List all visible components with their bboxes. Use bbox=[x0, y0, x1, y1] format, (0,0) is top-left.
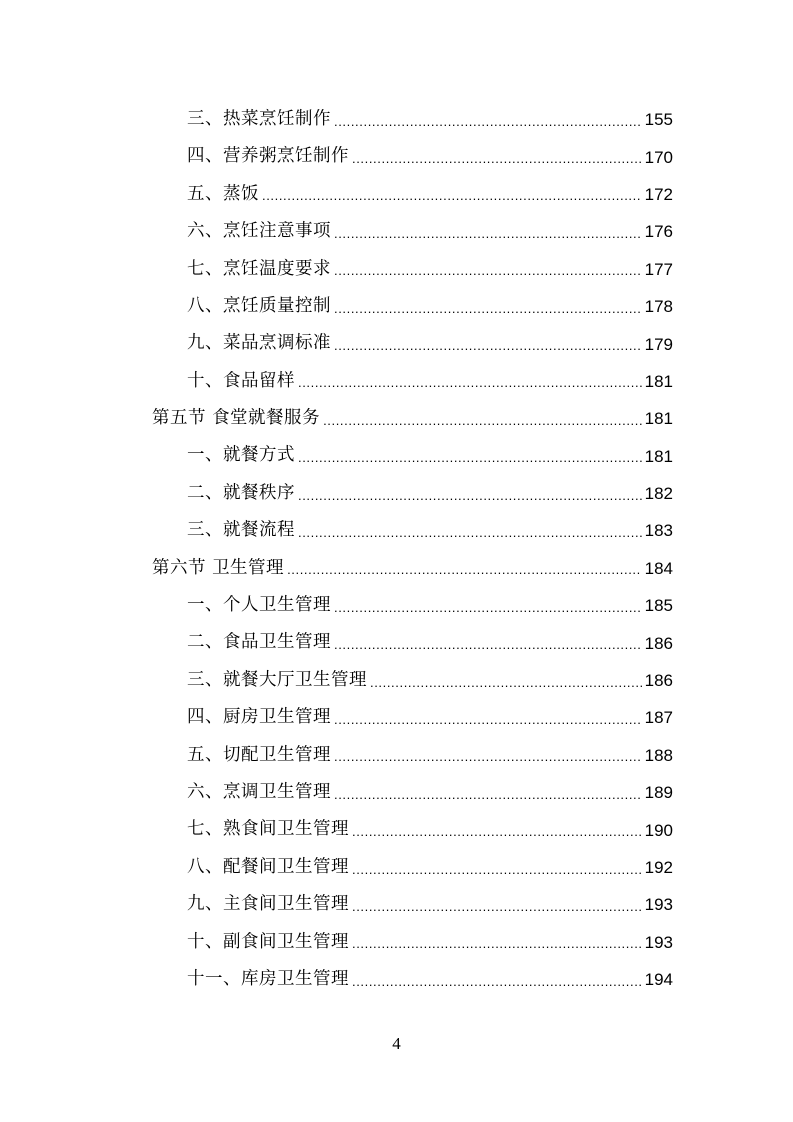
toc-entry[interactable] bbox=[0, 811, 793, 848]
toc-entry[interactable] bbox=[0, 325, 793, 362]
toc-dot-leader bbox=[334, 111, 642, 129]
toc-entry[interactable] bbox=[0, 924, 793, 961]
toc-entry-page: 181 bbox=[644, 371, 673, 391]
toc-entry[interactable] bbox=[0, 176, 793, 213]
toc-dot-leader bbox=[352, 971, 642, 989]
toc-entry-title: 三、热菜烹饪制作 bbox=[187, 108, 331, 129]
toc-entry-page: 193 bbox=[644, 895, 673, 915]
toc-entry-title: 五、蒸饭 bbox=[187, 183, 259, 204]
toc-entry-title: 三、就餐流程 bbox=[187, 520, 295, 541]
toc-entry[interactable] bbox=[0, 662, 793, 699]
toc-dot-leader bbox=[334, 223, 642, 241]
toc-entry-title: 十、副食间卫生管理 bbox=[187, 931, 349, 952]
toc-entry-page: 185 bbox=[644, 596, 673, 616]
toc-entry-page: 186 bbox=[644, 633, 673, 653]
toc-entry-title: 四、营养粥烹饪制作 bbox=[187, 146, 349, 167]
toc-entry[interactable] bbox=[0, 288, 793, 325]
toc-dot-leader bbox=[334, 260, 642, 278]
toc-entry-title: 一、个人卫生管理 bbox=[187, 595, 331, 616]
toc-dot-leader bbox=[334, 709, 642, 727]
page-number: 4 bbox=[392, 1034, 401, 1053]
toc-entry[interactable] bbox=[0, 849, 793, 886]
toc-entry-page: 194 bbox=[644, 970, 673, 990]
toc-dot-leader bbox=[352, 933, 642, 951]
toc-entry[interactable] bbox=[0, 438, 793, 475]
toc-entry-page: 181 bbox=[644, 446, 673, 466]
toc-entry-title: 四、厨房卫生管理 bbox=[187, 707, 331, 728]
toc-dot-leader bbox=[334, 634, 642, 652]
toc-entry-page: 172 bbox=[644, 184, 673, 204]
toc-dot-leader bbox=[298, 485, 642, 503]
toc-entry-page: 187 bbox=[644, 708, 673, 728]
toc-entry-title: 十一、库房卫生管理 bbox=[187, 968, 349, 989]
toc-dot-leader bbox=[323, 410, 642, 428]
table-of-contents bbox=[0, 101, 793, 998]
toc-entry-page: 186 bbox=[644, 671, 673, 691]
toc-entry[interactable] bbox=[0, 512, 793, 549]
toc-entry-page: 182 bbox=[644, 484, 673, 504]
toc-entry[interactable] bbox=[0, 138, 793, 175]
toc-entry-title: 九、菜品烹调标准 bbox=[187, 333, 331, 354]
toc-entry[interactable] bbox=[0, 213, 793, 250]
toc-dot-leader bbox=[352, 148, 642, 166]
toc-entry-title: 第五节 食堂就餐服务 bbox=[152, 408, 321, 429]
toc-entry-page: 178 bbox=[644, 297, 673, 317]
toc-dot-leader bbox=[334, 784, 642, 802]
toc-entry-title: 六、烹饪注意事项 bbox=[187, 221, 331, 242]
toc-entry-page: 176 bbox=[644, 222, 673, 242]
toc-entry[interactable] bbox=[0, 886, 793, 923]
toc-entry-title: 五、切配卫生管理 bbox=[187, 744, 331, 765]
toc-entry-title: 八、配餐间卫生管理 bbox=[187, 856, 349, 877]
toc-entry-page: 190 bbox=[644, 820, 673, 840]
toc-entry-page: 183 bbox=[644, 521, 673, 541]
toc-dot-leader bbox=[352, 821, 642, 839]
toc-entry-page: 189 bbox=[644, 783, 673, 803]
toc-dot-leader bbox=[334, 597, 642, 615]
toc-entry-title: 七、熟食间卫生管理 bbox=[187, 819, 349, 840]
toc-entry-title: 二、就餐秩序 bbox=[187, 482, 295, 503]
toc-entry[interactable] bbox=[0, 587, 793, 624]
toc-entry-title: 第六节 卫生管理 bbox=[152, 557, 285, 578]
toc-dot-leader bbox=[298, 372, 642, 390]
toc-entry-page: 179 bbox=[644, 334, 673, 354]
toc-entry[interactable] bbox=[0, 774, 793, 811]
toc-entry-title: 七、烹饪温度要求 bbox=[187, 258, 331, 279]
toc-entry-page: 155 bbox=[644, 110, 673, 130]
toc-entry-title: 八、烹饪质量控制 bbox=[187, 295, 331, 316]
toc-entry[interactable] bbox=[0, 101, 793, 138]
toc-dot-leader bbox=[298, 447, 642, 465]
toc-dot-leader bbox=[334, 746, 642, 764]
toc-entry-page: 193 bbox=[644, 932, 673, 952]
toc-entry-title: 二、食品卫生管理 bbox=[187, 632, 331, 653]
toc-entry-page: 192 bbox=[644, 858, 673, 877]
toc-dot-leader bbox=[334, 335, 642, 353]
toc-dot-leader bbox=[287, 559, 642, 577]
toc-dot-leader bbox=[352, 896, 642, 914]
toc-entry-title: 十、食品留样 bbox=[187, 370, 295, 391]
toc-entry-page: 188 bbox=[644, 745, 673, 765]
toc-section-entry[interactable] bbox=[0, 400, 793, 437]
toc-entry[interactable] bbox=[0, 363, 793, 400]
toc-entry[interactable] bbox=[0, 699, 793, 736]
toc-entry[interactable] bbox=[0, 737, 793, 774]
toc-entry-title: 六、烹调卫生管理 bbox=[187, 781, 331, 802]
toc-entry[interactable] bbox=[0, 251, 793, 288]
toc-entry[interactable] bbox=[0, 475, 793, 512]
toc-entry-title: 三、就餐大厅卫生管理 bbox=[187, 669, 367, 690]
toc-entry[interactable] bbox=[0, 961, 793, 998]
toc-dot-leader bbox=[370, 672, 642, 690]
toc-entry-title: 一、就餐方式 bbox=[187, 445, 295, 466]
toc-entry-page: 184 bbox=[644, 558, 673, 578]
toc-entry-page: 181 bbox=[644, 409, 673, 429]
toc-entry-page: 177 bbox=[644, 259, 673, 279]
toc-section-entry[interactable] bbox=[0, 550, 793, 587]
toc-entry[interactable] bbox=[0, 624, 793, 661]
toc-entry-page: 170 bbox=[644, 147, 673, 167]
toc-dot-leader bbox=[298, 522, 642, 540]
toc-dot-leader bbox=[262, 185, 642, 203]
toc-dot-leader bbox=[334, 298, 642, 316]
toc-dot-leader bbox=[352, 859, 642, 877]
toc-entry-title: 九、主食间卫生管理 bbox=[187, 894, 349, 915]
